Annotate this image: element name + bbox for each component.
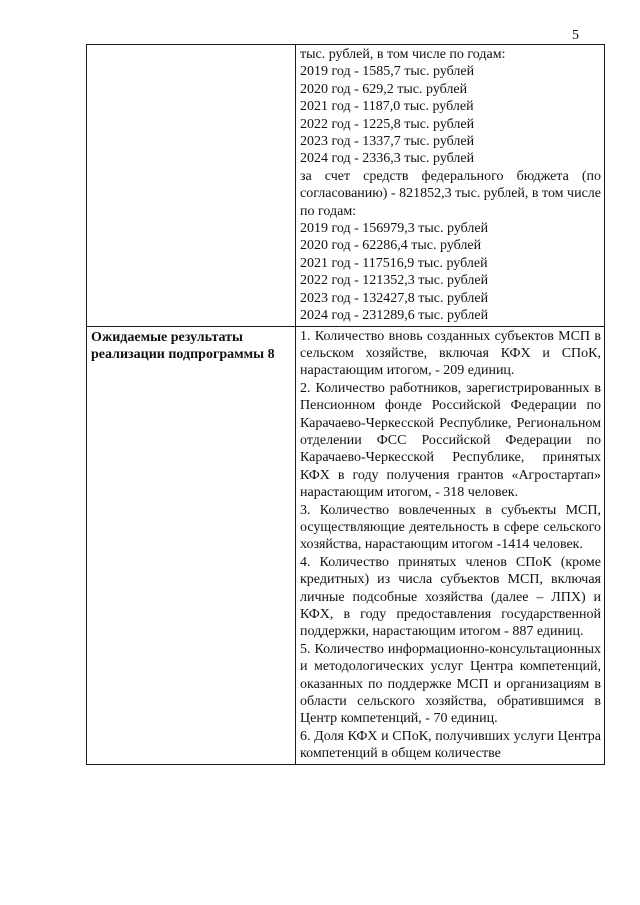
federal-year-2024: 2024 год - 231289,6 тыс. рублей	[300, 308, 489, 324]
federal-year-2019: 2019 год - 156979,3 тыс. рублей	[300, 221, 489, 237]
passport-table	[86, 44, 605, 765]
result-item-6: 6. Доля КФХ и СПоК, получивших услуги Центра компетенций в общем количестве	[300, 728, 601, 762]
regional-year-2023: 2023 год - 1337,7 тыс. рублей	[300, 134, 475, 150]
funding-value-cell	[296, 45, 605, 327]
result-item-1: 1. Количество вновь созданных субъектов МСП в сельском хозяйстве, включая КФХ и СПоК, нарастающим итогом, - 209 единиц.	[300, 328, 601, 379]
federal-budget-text: за счет средств федерального бюджета (по согласованию) - 821852,3 тыс. рублей, в том числе по годам:	[300, 168, 601, 219]
funding-label-cell	[87, 45, 296, 327]
page-number: 5	[572, 28, 579, 43]
results-row	[87, 326, 605, 764]
result-item-2: 2. Количество работников, зарегистрированных в Пенсионном фонде Российской Федерации по Карачаево-Черкесской Республике, Региональном отделении ФСС Российской Федерации по Карачаево-Черкесской Республике, принятых КФХ в году получения грантов «Агростартап» нарастающим итогом, - 318 человек.	[300, 380, 601, 501]
result-item-3: 3. Количество вовлеченных в субъекты МСП, осуществляющие деятельность в сфере сельского хозяйства, нарастающим итогом -1414 человек.	[300, 502, 601, 553]
result-item-5: 5. Количество информационно-консультационных и методологических услуг Центра компетенций, оказанных по поддержке МСП и организациям в области сельского хозяйства, обратившимся в Центр компетенций, - 70 единиц.	[300, 641, 601, 727]
federal-year-2021: 2021 год - 117516,9 тыс. рублей	[300, 255, 488, 271]
regional-year-2019: 2019 год - 1585,7 тыс. рублей	[300, 64, 475, 80]
funding-row	[87, 45, 605, 327]
regional-year-2020: 2020 год - 629,2 тыс. рублей	[300, 81, 468, 97]
federal-year-2023: 2023 год - 132427,8 тыс. рублей	[300, 290, 489, 306]
results-value-cell	[296, 326, 605, 764]
funding-intro-line: тыс. рублей, в том числе по годам:	[300, 47, 506, 62]
result-item-4: 4. Количество принятых членов СПоК (кроме кредитных) из числа субъектов МСП, включая личные подсобные хозяйства (далее – ЛПХ) и КФХ, в году предоставления государственной поддержки, нарастающим итогом - 887 единиц.	[300, 554, 601, 640]
regional-year-2022: 2022 год - 1225,8 тыс. рублей	[300, 116, 475, 132]
regional-year-2024: 2024 год - 2336,3 тыс. рублей	[300, 151, 475, 167]
regional-year-2021: 2021 год - 1187,0 тыс. рублей	[300, 99, 474, 115]
federal-year-2020: 2020 год - 62286,4 тыс. рублей	[300, 238, 482, 254]
federal-year-2022: 2022 год - 121352,3 тыс. рублей	[300, 273, 489, 289]
results-label: Ожидаемые результаты реализации подпрограммы 8	[87, 326, 296, 764]
